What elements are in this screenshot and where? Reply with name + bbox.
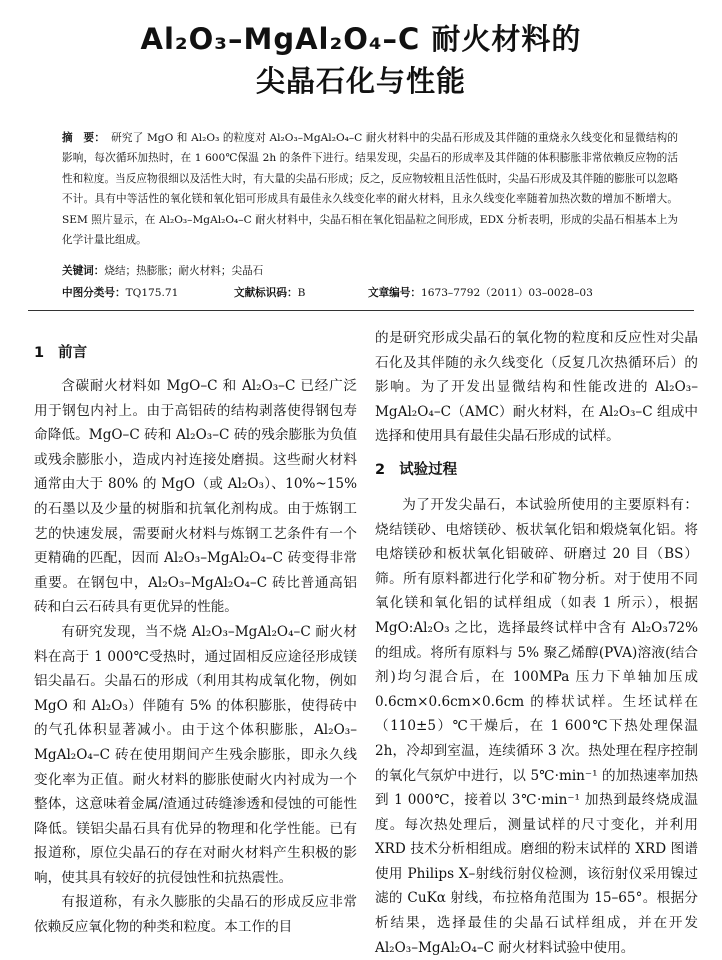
abstract-label: 摘 要： (62, 132, 106, 144)
section-1-paragraph-1: 含碳耐火材料如 MgO–C 和 Al₂O₃–C 已经广泛用于钢包内衬上。由于高铝砖的结构剥落使得钢包寿命降低。MgO–C 砖和 Al₂O₃–C 砖的残余膨胀为负值或残余膨胀小，造成内衬连接处磨损。这些耐火材料通常由大于 80% 的 MgO（或 Al₂O₃）、10%~15% 的石墨以及少量的树脂和抗氧化剂构成。由于炼钢工艺的快速发展，需要耐火材料与炼钢工艺条件有一个更精确的匹配，因而 Al₂O₃–MgAl₂O₄–C 砖变得非常重要。在钢包中，Al₂O₃–MgAl₂O₄–C 砖比普通高铝砖和白云石砖具有更优异的性能。 (34, 378, 357, 616)
doc-code-value: B (297, 287, 306, 299)
section-1-paragraph-2: 有研究发现，当不烧 Al₂O₃–MgAl₂O₄–C 耐火材料在高于 1 000℃受热时，通过固相反应途径形成镁铝尖晶石。尖晶石的形成（利用其构成氧化物，例如 MgO 和 Al₂O₃）伴随有 5% 的体积膨胀，使得砖中的气孔体积显著减小。由于这个体积膨胀，Al₂O₃–MgAl₂O₄–C 砖在使用期间产生残余膨胀，即永久线变化率为正值。耐火材料的膨胀使耐火内衬成为一个整体，这意味着金属/渣通过砖缝渗透和侵蚀的可能性降低。镁铝尖晶石具有优异的物理和化学性能。已有报道称，原位尖晶石的存在对耐火材料产生积极的影响，使其具有较好的抗侵蚀性和抗热震性。 (34, 623, 357, 886)
keywords-text: 烧结；热膨胀；耐火材料；尖晶石 (104, 265, 264, 277)
left-column (34, 326, 357, 940)
section-2-paragraph-1: 为了开发尖晶石，本试验所使用的主要原料有：烧结镁砂、电熔镁砂、板状氧化铝和煅烧氧化铝。将电熔镁砂和板状氧化铝破碎、研磨过 20 目（BS）筛。所有原料都进行化学和矿物分析。对于使用不同氧化镁和氧化铝的试样组成（如表 1 所示），根据 MgO:Al₂O₃ 之比，选择最终试样中含有 Al₂O₃72% 的组成。将所有原料与 5% 聚乙烯醇(PVA)溶液(结合剂)均匀混合后，在 100MPa 压力下单轴加压成 0.6cm×0.6cm×0.6cm 的棒状试样。生坯试样在（110±5）℃干燥后，在 1 600℃下热处理保温 2h，冷却到室温，连续循环 3 次。热处理在程序控制的氧化气氛炉中进行，以 5℃·min⁻¹ 的加热速率加热到 1 000℃，接着以 3℃·min⁻¹ 加热到最终烧成温度。每次热处理后，测量试样的尺寸变化，并利用 XRD 技术分析相组成。磨细的粉末试样的 XRD 图谱使用 Philips X–射线衍射仪检测，该衍射仪采用镍过滤的 CuKα 射线，布拉格角范围为 15–65°。根据分析结果，选择最佳的尖晶石试样组成，并在开发 Al₂O₃–MgAl₂O₄–C 耐火材料试验中使用。 (375, 496, 698, 956)
abstract-text: 研究了 MgO 和 Al₂O₃ 的粒度对 Al₂O₃–MgAl₂O₄–C 耐火材料中的尖晶石形成及其伴随的重烧永久线变化和显微结构的影响，每次循环加热时，在 1 600℃保温 2h 的条件下进行。结果发现，尖晶石的形成率及其伴随的体积膨胀非常依赖反应物的活性和粒度。当反应物很细以及活性大时，有大量的尖晶石形成；反之，反应物较粗且活性低时，尖晶石形成及其伴随的膨胀可以忽略不计。具有中等活性的氧化镁和氧化铝可形成具有最佳永久线变化率的耐火材料，且永久线变化率随着加热次数的增加不断增大。SEM 照片显示，在 Al₂O₃–MgAl₂O₄–C 耐火材料中，尖晶石相在氧化铝晶粒之间形成，EDX 分析表明，形成的尖晶石相基本上为化学计量比组成。 (62, 132, 679, 247)
doc-code-label: 文献标识码： (234, 287, 298, 299)
section-1-heading (34, 342, 357, 364)
article-number-label: 文章编号： (368, 287, 421, 299)
right-column (375, 326, 698, 960)
classification-line (62, 283, 682, 303)
title-line-2: 尖晶石化与性能 (255, 64, 466, 98)
section-2-heading (375, 459, 698, 481)
article-number-value: 1673–7792（2011）03–0028–03 (420, 287, 593, 299)
section-1-title: 前言 (58, 345, 88, 361)
clc-field (62, 287, 178, 299)
keywords (62, 261, 263, 281)
clc-label: 中图分类号： (62, 287, 126, 299)
section-2-number: 2 (375, 461, 386, 478)
clc-value: TQ175.71 (125, 287, 179, 299)
abstract (62, 128, 678, 250)
section-2-title: 试验过程 (399, 461, 458, 478)
section-1-paragraph-3-continued: 的是研究形成尖晶石的氧化物的粒度和反应性对尖晶石化及其伴随的永久线变化（反复几次热循环后）的影响。为了开发出显微结构和性能改进的 Al₂O₃–MgAl₂O₄–C（AMC）耐火材料，在 Al₂O₃–C 组成中选择和使用具有最佳尖晶石形成的试样。 (375, 330, 698, 445)
article-number-field (368, 283, 593, 303)
title-line-1: Al₂O₃–MgAl₂O₄–C 耐火材料的 (140, 22, 582, 56)
doc-code-field (234, 283, 305, 303)
article-title (0, 18, 722, 102)
section-1-paragraph-3: 有报道称，有永久膨胀的尖晶石的形成反应非常依赖反应氧化物的种类和粒度。本工作的目 (34, 894, 357, 936)
divider (28, 310, 694, 311)
keywords-label: 关键词： (62, 265, 105, 277)
section-1-number: 1 (34, 345, 45, 361)
